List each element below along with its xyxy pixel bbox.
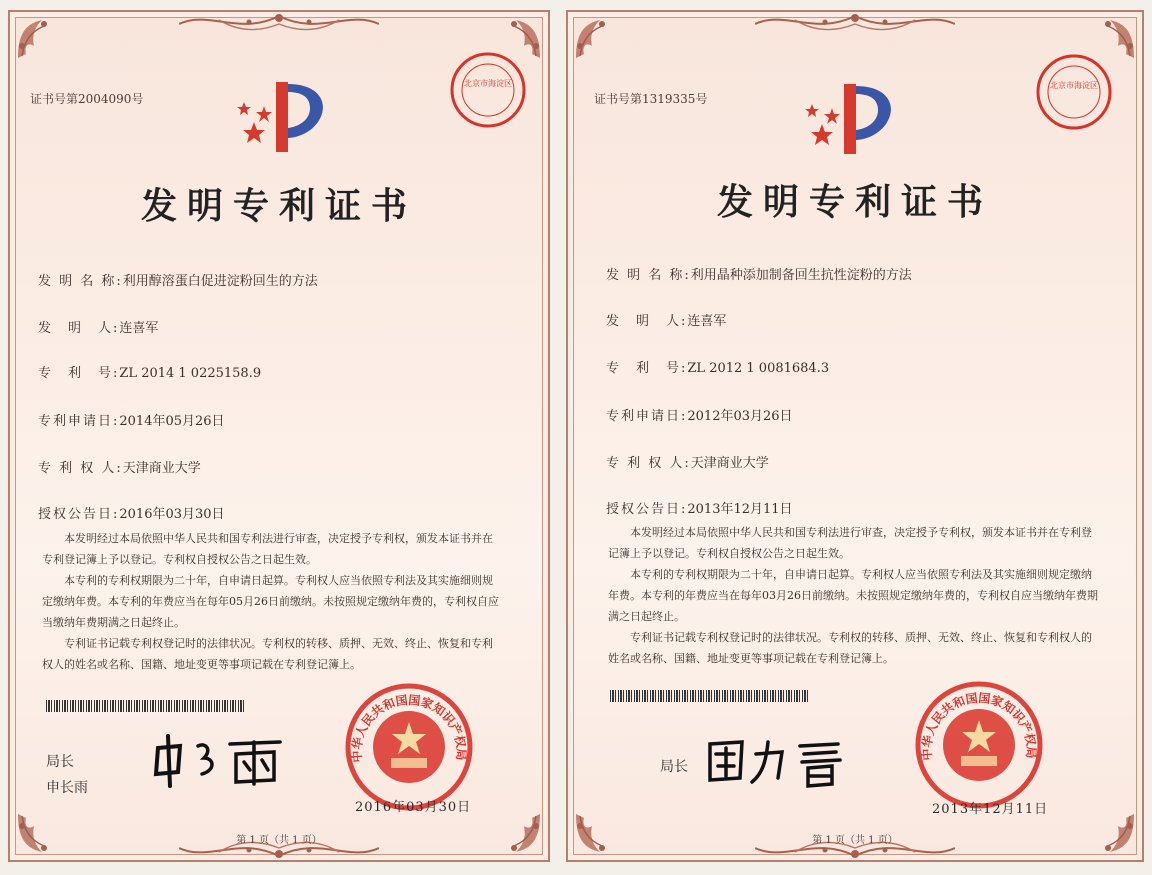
paragraph-legal-status: 专利证书记载专利权登记时的法律状况。专利权的转移、质押、无效、终止、恢复和专利权人的姓名或名称、国籍、地址变更等事项记载在专利登记簿上。 (608, 631, 1092, 665)
paragraph-grant: 本发明经过本局依照中华人民共和国专利法进行审查，决定授予专利权，颁发本证书并在专利登记簿上予以登记。专利权自授权公告之日起生效。 (42, 532, 493, 566)
director-label: 局长 (660, 759, 688, 775)
sipo-logo-icon (232, 76, 332, 158)
field-invention-name: 发 明 名 称:利用醇溶蛋白促进淀粉回生的方法 (38, 274, 318, 289)
svg-text:北京市海淀区: 北京市海淀区 (464, 79, 512, 88)
red-stamp (448, 50, 528, 130)
field-application-date: 专利申请日:2014年05月26日 (38, 414, 225, 429)
certificate-number: 证书号第1319335号 (594, 92, 708, 106)
certificate-title: 发明专利证书 (140, 185, 417, 227)
field-patent-number: 专 利 号:ZL 2012 1 0081684.3 (606, 361, 830, 376)
seal-date: 2013年12月11日 (932, 802, 1049, 817)
field-invention-name: 发 明 名 称:利用晶种添加制备回生抗性淀粉的方法 (606, 268, 912, 283)
paragraph-grant: 本发明经过本局依照中华人民共和国专利法进行审查，决定授予专利权，颁发本证书并在专利登记簿上予以登记。专利权自授权公告之日起生效。 (608, 526, 1092, 560)
field-patentee: 专 利 权 人:天津商业大学 (606, 456, 769, 471)
paragraph-term: 本专利的专利权期限为二十年，自申请日起算。专利权人应当依照专利法及其实施细则规定缴纳年费。本专利的年费应当在每年03月26日前缴纳。未按照规定缴纳年费的，专利权自应当缴纳年费期满之日起终止。 (608, 568, 1098, 623)
field-patentee: 专 利 权 人:天津商业大学 (38, 461, 201, 476)
top-ornament (179, 10, 379, 38)
director-name: 申长雨 (46, 780, 88, 796)
svg-text:北京市海淀区: 北京市海淀区 (1050, 81, 1098, 90)
certificate-number: 证书号第2004090号 (30, 92, 144, 106)
page-number: 第 1 页（共 1 页） (812, 835, 898, 846)
official-seal (914, 680, 1044, 810)
field-grant-date: 授权公告日:2016年03月30日 (38, 507, 225, 522)
certificate-title: 发明专利证书 (716, 181, 993, 223)
barcode (46, 700, 246, 712)
page-number: 第 1 页（共 1 页） (236, 835, 322, 846)
seal-date: 2016年03月30日 (355, 800, 472, 815)
top-ornament (755, 10, 955, 38)
red-stamp (1034, 52, 1114, 132)
patent-certificate-right (566, 10, 1144, 862)
svg-text:中华人民共和国国家知识产权局: 中华人民共和国国家知识产权局 (349, 692, 469, 764)
director-signature (150, 728, 300, 792)
field-patent-number: 专 利 号:ZL 2014 1 0225158.9 (38, 366, 262, 381)
director-signature (702, 732, 852, 792)
sipo-logo-icon (800, 78, 900, 160)
corner-ornament (572, 16, 618, 62)
director-label: 局长 (46, 754, 74, 770)
field-inventor: 发 明 人:连喜军 (606, 314, 727, 329)
field-inventor: 发 明 人:连喜军 (38, 321, 159, 336)
paragraph-legal-status: 专利证书记载专利权登记时的法律状况。专利权的转移、质押、无效、终止、恢复和专利权人的姓名或名称、国籍、地址变更等事项记载在专利登记簿上。 (42, 637, 493, 671)
corner-ornament (14, 16, 60, 62)
patent-certificate-left (8, 10, 550, 862)
official-seal (344, 682, 474, 812)
field-application-date: 专利申请日:2012年03月26日 (606, 409, 793, 424)
paragraph-term: 本专利的专利权期限为二十年，自申请日起算。专利权人应当依照专利法及其实施细则规定缴纳年费。本专利的年费应当在每年05月26日前缴纳。未按照规定缴纳年费的，专利权自应当缴纳年费期满之日起终止。 (42, 574, 499, 629)
field-grant-date: 授权公告日:2013年12月11日 (606, 502, 793, 517)
barcode (610, 690, 810, 702)
svg-text:中华人民共和国国家知识产权局: 中华人民共和国国家知识产权局 (919, 690, 1039, 762)
